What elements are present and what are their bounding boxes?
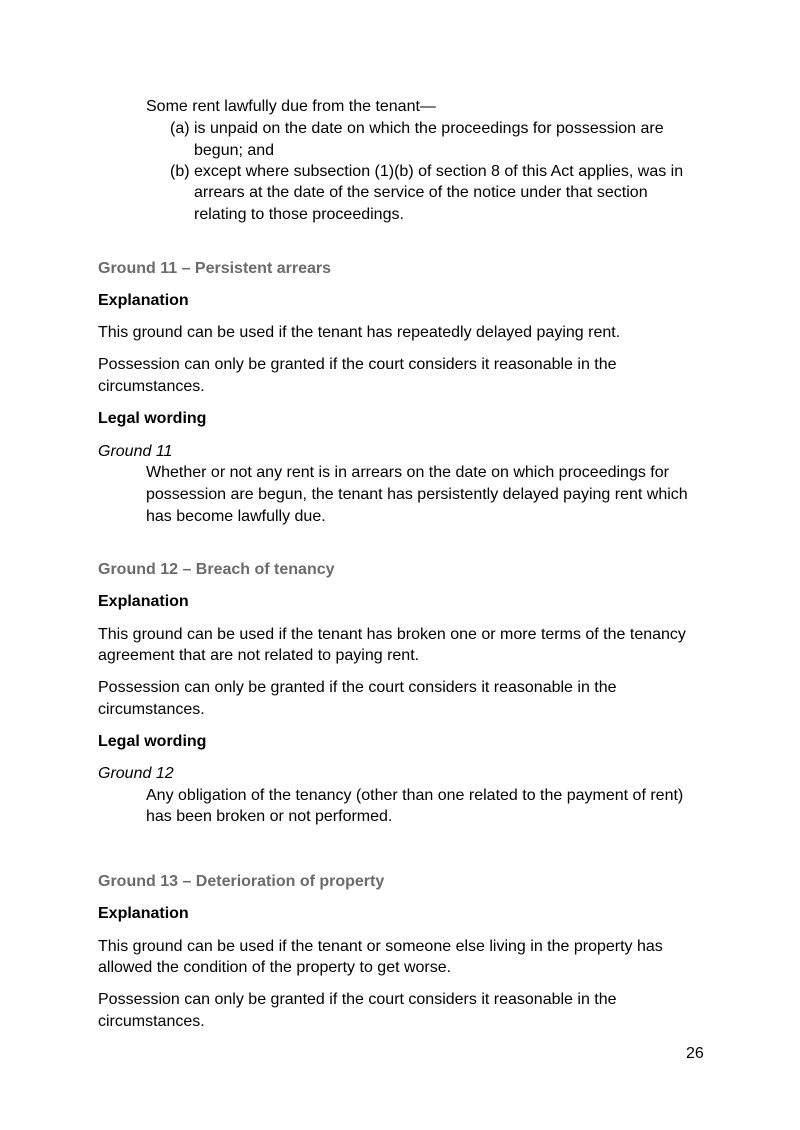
ground-11-legal-line2: possession are begun, the tenant has persistently delayed paying rent which	[146, 486, 688, 503]
intro-item-a-line1: (a) is unpaid on the date on which the proceedings for possession are	[170, 120, 664, 137]
intro-item-b-line2: arrears at the date of the service of the notice under that section	[194, 184, 648, 201]
ground-12-legal-line1: Any obligation of the tenancy (other than one related to the payment of rent)	[146, 787, 684, 804]
ground-11-explanation-label: Explanation	[98, 292, 189, 309]
ground-12-explanation-line2: agreement that are not related to paying rent.	[98, 647, 420, 664]
intro-lead: Some rent lawfully due from the tenant—	[146, 98, 436, 115]
ground-11-reasonable-line1: Possession can only be granted if the court considers it reasonable in the	[98, 356, 617, 373]
page-number: 26	[686, 1045, 704, 1062]
intro-item-b-line3: relating to those proceedings.	[194, 206, 404, 223]
ground-11-heading: Ground 11 – Persistent arrears	[98, 260, 331, 277]
ground-12-legal-title: Ground 12	[98, 765, 174, 782]
ground-11-legal-label: Legal wording	[98, 410, 207, 427]
ground-11-legal-line3: has become lawfully due.	[146, 508, 326, 525]
ground-13-reasonable-line2: circumstances.	[98, 1013, 205, 1030]
ground-13-explanation-label: Explanation	[98, 905, 189, 922]
ground-12-legal-line2: has been broken or not performed.	[146, 808, 393, 825]
ground-11-legal-line1: Whether or not any rent is in arrears on the date on which proceedings for	[146, 464, 669, 481]
intro-item-a-line2: begun; and	[194, 142, 275, 159]
ground-11-legal-title: Ground 11	[98, 443, 173, 460]
ground-12-explanation-line1: This ground can be used if the tenant has broken one or more terms of the tenancy	[98, 626, 686, 643]
ground-12-legal-label: Legal wording	[98, 733, 207, 750]
ground-13-reasonable-line1: Possession can only be granted if the court considers it reasonable in the	[98, 991, 617, 1008]
ground-13-explanation-line2: allowed the condition of the property to get worse.	[98, 959, 452, 976]
ground-13-explanation-line1: This ground can be used if the tenant or someone else living in the property has	[98, 938, 663, 955]
ground-11-reasonable-line2: circumstances.	[98, 378, 205, 395]
ground-12-reasonable-line2: circumstances.	[98, 701, 205, 718]
ground-11-explanation-text: This ground can be used if the tenant has repeatedly delayed paying rent.	[98, 324, 621, 341]
ground-12-reasonable-line1: Possession can only be granted if the court considers it reasonable in the	[98, 679, 617, 696]
intro-item-b-line1: (b) except where subsection (1)(b) of section 8 of this Act applies, was in	[170, 163, 684, 180]
ground-13-heading: Ground 13 – Deterioration of property	[98, 873, 385, 890]
ground-12-explanation-label: Explanation	[98, 593, 189, 610]
ground-12-heading: Ground 12 – Breach of tenancy	[98, 561, 335, 578]
